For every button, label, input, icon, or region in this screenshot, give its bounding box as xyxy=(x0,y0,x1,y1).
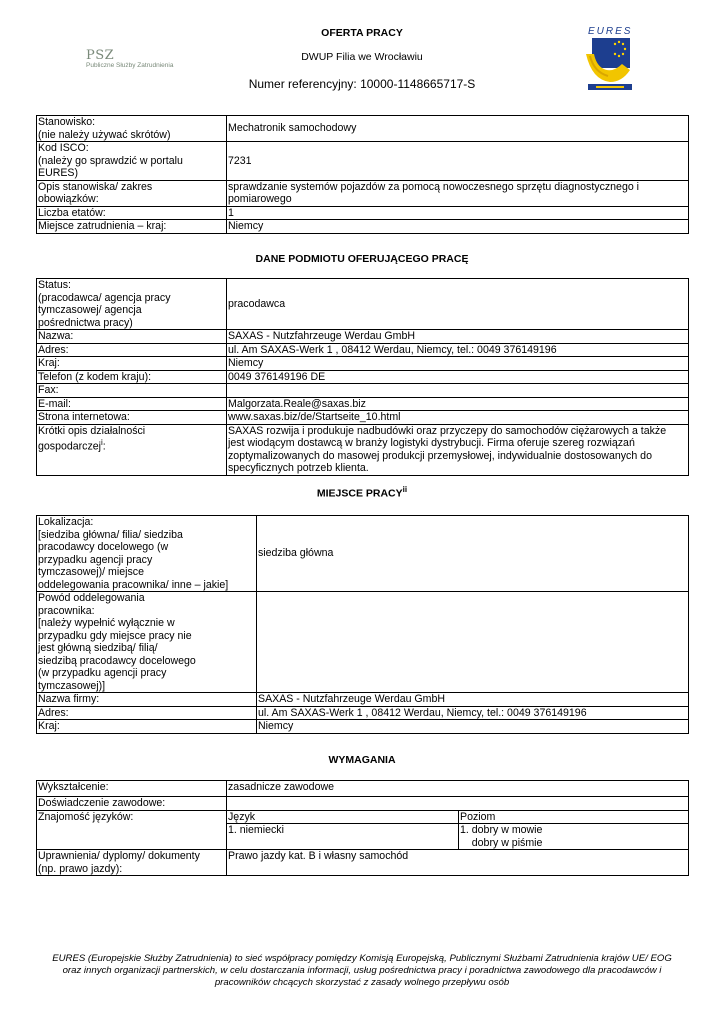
employer-heading: DANE PODMIOTU OFERUJĄCEGO PRACĘ xyxy=(255,253,469,265)
employer-value-name: SAXAS - Nutzfahrzeuge Werdau GmbH xyxy=(227,330,689,344)
req-lang-header: Język xyxy=(227,810,459,824)
workplace-heading: MIEJSCE PRACY$^{ii}$ xyxy=(316,485,408,500)
employer-label-status: Status: (pracodawca/ agencja pracy tymczasowej/ agencja pośrednictwa pracy) xyxy=(37,279,227,330)
employer-label-address: Adres: xyxy=(37,343,227,357)
reference-number: Numer referencyjny: 10000-1148665717-S xyxy=(248,77,476,91)
req-label-languages: Znajomość języków: xyxy=(37,810,227,850)
eures-logo-text: EURES xyxy=(588,26,633,37)
job-value-description: sprawdzanie systemów pojazdów za pomocą nowoczesnego sprzętu diagnostycznego i pomiarowego xyxy=(227,180,689,206)
footnote-ii: ii xyxy=(402,485,408,494)
employer-value-phone: 0049 376149196 DE xyxy=(227,370,689,384)
workplace-label-address: Adres: xyxy=(37,706,257,720)
job-table xyxy=(36,115,689,234)
employer-label-email: E-mail: xyxy=(37,397,227,411)
req-level-header: Poziom xyxy=(459,810,689,824)
employer-label-phone: Telefon (z kodem kraju): xyxy=(37,370,227,384)
req-level-1: 1. dobry w mowie dobry w piśmie xyxy=(459,824,689,850)
job-label-description: Opis stanowiska/ zakres obowiązków: xyxy=(37,180,227,206)
requirements-heading: WYMAGANIA xyxy=(328,754,396,766)
footer-text: EURES (Europejskie Służby Zatrudnienia) to sieć współpracy pomiędzy Komisją Europejską, Publicznymi Służbami Zatrudnienia krajów UE/ EOG oraz innych organizacji partnerskich, w celu dostarczania informacji, usług pośrednictwa pracy i poradnictwa zawodowego dla pracodawców i pracowników chcących skorzystać z zasady wolnego przepływu osób xyxy=(52,953,672,988)
job-label-count: Liczba etatów: xyxy=(37,206,227,220)
req-label-education: Wykształcenie: xyxy=(37,781,227,797)
req-label-permits: Uprawnienia/ dyplomy/ dokumenty (np. prawo jazdy): xyxy=(37,850,227,876)
req-value-education: zasadnicze zawodowe xyxy=(227,781,689,797)
psz-logo-text: PSZ xyxy=(86,48,115,63)
employer-label-country: Kraj: xyxy=(37,357,227,371)
workplace-table xyxy=(36,515,689,734)
req-label-experience: Doświadczenie zawodowe: xyxy=(37,797,227,811)
employer-value-email: Malgorzata.Reale@saxas.biz xyxy=(227,397,689,411)
eures-logo xyxy=(582,24,638,92)
workplace-label-delegation: Powód oddelegowania pracownika: [należy wypełnić wyłącznie w przypadku gdy miejsce pracy nie jest główną siedzibą/ filią/ siedzibą pracodawcy docelowego (w przypadku agencji pracy tymczasowej)] xyxy=(37,592,257,693)
employer-value-address: ul. Am SAXAS-Werk 1 , 08412 Werdau, Niemcy, tel.: 0049 376149196 xyxy=(227,343,689,357)
document-title: OFERTA PRACY xyxy=(321,27,403,39)
job-label-isco: Kod ISCO: (należy go sprawdzić w portalu EURES) xyxy=(37,142,227,181)
job-label-country: Miejsce zatrudnienia – kraj: xyxy=(37,220,227,234)
workplace-value-company: SAXAS - Nutzfahrzeuge Werdau GmbH xyxy=(257,693,689,707)
employer-label-fax: Fax: xyxy=(37,384,227,398)
employer-value-status: pracodawca xyxy=(227,279,689,330)
workplace-value-location: siedziba główna xyxy=(257,516,689,592)
workplace-label-location: Lokalizacja: [siedziba główna/ filia/ siedziba pracodawcy docelowego (w przypadku agencji pracy tymczasowej)/ miejsce oddelegowania pracownika/ inne – jakie] xyxy=(37,516,257,592)
workplace-label-company: Nazwa firmy: xyxy=(37,693,257,707)
requirements-table xyxy=(36,780,689,876)
employer-value-fax xyxy=(227,384,689,398)
workplace-value-address: ul. Am SAXAS-Werk 1 , 08412 Werdau, Niemcy, tel.: 0049 376149196 xyxy=(257,706,689,720)
employer-table xyxy=(36,278,689,476)
req-value-permits: Prawo jazdy kat. B i własny samochód xyxy=(227,850,689,876)
employer-value-country: Niemcy xyxy=(227,357,689,371)
job-label-position: Stanowisko: (nie należy używać skrótów) xyxy=(37,116,227,142)
job-value-count: 1 xyxy=(227,206,689,220)
workplace-value-delegation xyxy=(257,592,689,693)
employer-label-website: Strona internetowa: xyxy=(37,411,227,425)
employer-value-description: SAXAS rozwija i produkuje nadbudówki oraz przyczepy do samochodów ciężarowych a także jest wiodącym dostawcą w branży logistyki dystrybucji. Firma oferuje szereg rozwiązań zoptymalizowanych do masowej produkcji przemysłowej, indywidualnie dostosowanych do specyficznych potrzeb klienta. xyxy=(227,424,689,475)
job-value-isco: 7231 xyxy=(227,142,689,181)
office-name: DWUP Filia we Wrocławiu xyxy=(301,51,423,63)
employer-label-description: Krótki opis działalności gospodarczej$^i$: xyxy=(37,424,227,475)
req-lang-1: 1. niemiecki xyxy=(227,824,459,850)
employer-label-name: Nazwa: xyxy=(37,330,227,344)
workplace-label-country: Kraj: xyxy=(37,720,257,734)
job-value-country: Niemcy xyxy=(227,220,689,234)
req-value-experience xyxy=(227,797,689,811)
footnote-i: i xyxy=(101,438,103,447)
employer-value-website: www.saxas.biz/de/Startseite_10.html xyxy=(227,411,689,425)
job-value-position: Mechatronik samochodowy xyxy=(227,116,689,142)
workplace-value-country: Niemcy xyxy=(257,720,689,734)
psz-logo-subtitle: Publiczne Służby Zatrudnienia xyxy=(86,62,174,69)
